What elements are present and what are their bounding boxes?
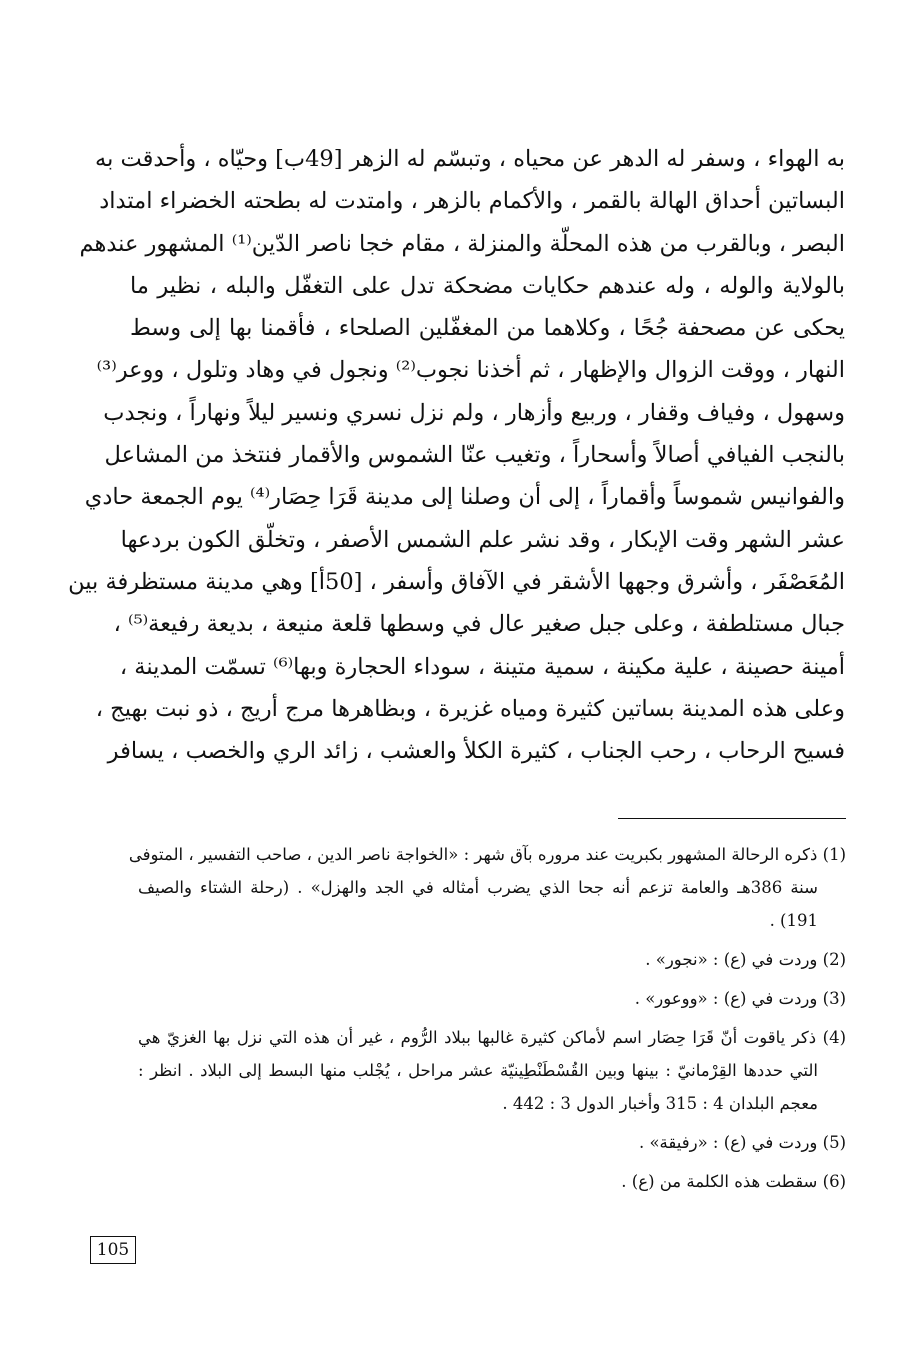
text-line: فسيح الرحاب ، رحب الجناب ، كثيرة الكلأ والعشب ، زائد الري والخصب ، يسافر — [107, 738, 845, 765]
text-line: المُعَصْفَر ، وأشرق وجهها الأشقر في الآفاق وأسفر ، [50أ] وهي مدينة مستظرفة بين — [68, 568, 845, 595]
footnote-line: (5) وردت في (ع) : «رفيقة» . — [638, 1133, 846, 1152]
footnote-2 — [138, 943, 846, 976]
text-line: النهار ، ووقت الزوال والإظهار ، ثم أخذنا نجوب⁽²⁾ ونجول في وهاد وتلول ، ووعر⁽³⁾ — [96, 357, 845, 384]
footnote-3 — [138, 982, 846, 1015]
footnote-5 — [138, 1126, 846, 1159]
page-number: 105 — [90, 1236, 136, 1264]
text-line: جبال مستلطفة ، وعلى جبل صغير عال في وسطها قلعة منيعة ، بديعة رفيعة⁽⁵⁾ ، — [113, 611, 845, 638]
text-line: عشر الشهر وقت الإبكار ، وقد نشر علم الشمس الأصفر ، وتخلّق الكون بردعها — [120, 526, 845, 553]
text-line: وعلى هذه المدينة بساتين كثيرة ومياه غزيرة ، وبظاهرها مرج أريج ، ذو نبت بهيج ، — [95, 695, 845, 722]
text-line: والفوانيس شموساً وأقماراً ، إلى أن وصلنا إلى مدينة قَرَا حِصَار⁽⁴⁾ يوم الجمعة حادي — [84, 484, 845, 511]
text-line: بالنجب الفيافي أصالاً وأسحاراً ، وتغيب عنّا الشموس والأقمار فنتخذ من المشاعل — [104, 442, 845, 469]
footnotes — [128, 838, 846, 1198]
footnote-1 — [128, 838, 846, 937]
text-line: البصر ، وبالقرب من هذه المحلّة والمنزلة ، مقام خجا ناصر الدّين⁽¹⁾ المشهور عندهم — [79, 230, 845, 257]
text-line: أمينة حصينة ، علية مكينة ، سمية متينة ، سوداء الحجارة وبها⁽⁶⁾ تسمّت المدينة ، — [119, 653, 845, 680]
footnote-line: 191) . — [769, 911, 818, 930]
footnote-line: (3) وردت في (ع) : «ووعور» . — [634, 989, 846, 1008]
text-line: بالولاية والوله ، وله عندهم حكايات مضحكة تدل على التغفّل والبله ، نظير ما — [130, 272, 845, 299]
footnote-line: (4) ذكر ياقوت أنّ قَرَا حِصَار اسم لأماكن كثيرة غالبها ببلاد الرُّوم ، غير أن هذه التي نزل بها الغزيّ هي — [138, 1028, 846, 1047]
footnote-line: (2) وردت في (ع) : «نجور» . — [645, 950, 846, 969]
footnote-line: معجم البلدان 4 : 315 وأخبار الدول 3 : 442 . — [502, 1094, 818, 1113]
footnote-line: (1) ذكره الرحالة المشهور بكبريت عند مروره بآق شهر : «الخواجة ناصر الدين ، صاحب التفسير ، المتوفى — [128, 845, 846, 864]
text-line: يحكى عن مصحفة جُحًا ، وكلاهما من المغفّلين الصلحاء ، فأقمنا بها إلى وسط — [130, 315, 845, 342]
text-line: وسهول ، وفياف وقفار ، وربيع وأزهار ، ولم نزل نسري ونسير ليلاً ونهاراً ، ونجدب — [103, 399, 845, 426]
footnote-line: التي حددها القِرْمانيّ : بينها وبين القُسْطَنْطِينيّة عشر مراحل ، يُجْلب منها البسط إلى البلاد . انظر : — [138, 1061, 818, 1080]
footnote-line: (6) سقطت هذه الكلمة من (ع) . — [621, 1172, 846, 1191]
text-line: البساتين أحداق الهالة بالقمر ، والأكمام بالزهر ، وامتدت له بطحته الخضراء امتداد — [99, 188, 845, 215]
footnote-line: سنة 386هـ والعامة تزعم أنه جحا الذي يضرب أمثاله في الجد والهزل» . (رحلة الشتاء والصيف — [138, 878, 818, 897]
footnote-6 — [138, 1165, 846, 1198]
main-text — [68, 138, 845, 772]
footnote-4 — [138, 1021, 846, 1120]
text-line: به الهواء ، وسفر له الدهر عن محياه ، وتبسّم له الزهر [49ب] وحيّاه ، وأحدقت به — [95, 146, 845, 172]
footnote-separator — [618, 818, 846, 819]
